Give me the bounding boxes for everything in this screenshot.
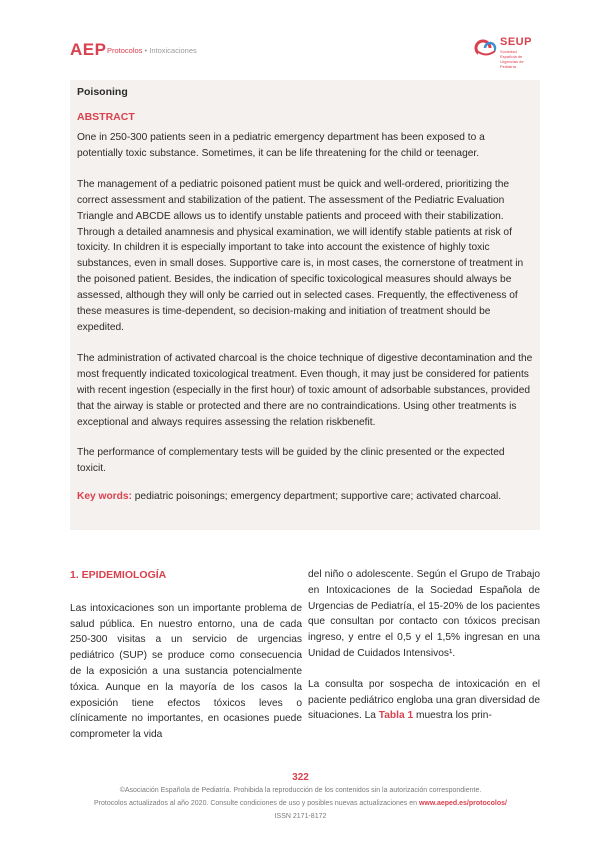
abstract-paragraph: The administration of activated charcoal is the choice technique of digestive decontamination and the most frequently indicated toxicological treatment. Even though, it may just be considered for patients with recent ingestion (especially in the first hour) of toxic amount of adsorbable substances, provided that the airway is stable or protected and there are no contraindications. Using other treatments is exceptional and always requires assessing the relation riskbenefit.	[77, 352, 533, 428]
aep-brand: AEP	[70, 40, 107, 59]
abstract-box	[70, 80, 540, 530]
abstract-title: Poisoning	[77, 86, 128, 98]
section-title-epidemiologia: 1. EPIDEMIOLOGÍA	[70, 569, 167, 581]
page-header	[70, 36, 540, 70]
issn: ISSN 2171-8172	[274, 813, 327, 820]
abstract-paragraph: The management of a pediatric poisoned patient must be quick and well-ordered, prioritizing the correct assessment and stabilization of the patient. The assessment of the Pediatric Evaluation Triangle and ABCDE allows us to identify unstable patients and proceed with their stabilization. Through a detailed anamnesis and physical examination, we will identify stable patients at risk of toxicity. In children it is especially important to take into account the existence of highly toxic substances, even in small doses. Supportive care is, in most cases, the cornerstone of treatment in the poisoned patient. Besides, the indication of specific toxicological measures should always be assessed, although they will only be carried out in selected cases. Frequently, the effectiveness of these measures is time-dependent, so decision-making and initiation of treatment should be expedited.	[77, 178, 524, 333]
copyright-line: ©Asociación Española de Pediatría. Prohibida la reproducción de los contenidos sin la autorización correspondiente.	[119, 787, 482, 794]
breadcrumb-section[interactable]: Protocolos	[107, 46, 143, 55]
seup-logo-text: SEUP	[500, 36, 532, 48]
body-paragraph: del niño o adolescente. Según el Grupo de Trabajo en Intoxicaciones de la Sociedad Española de Urgencias de Pediatría, el 15-20% de los pacientes que consultan por contacto con tóxicos precisan ingreso, y entre el 0,5 y el 1,5% ingresan en una Unidad de Cuidados Intensivos¹.	[308, 569, 540, 659]
abstract-paragraph: The performance of complementary tests will be guided by the clinic presented or the expected toxicit.	[77, 447, 505, 475]
right-column	[308, 567, 540, 724]
breadcrumb-topic[interactable]: Intoxicaciones	[149, 46, 197, 55]
seup-logo	[474, 36, 534, 69]
update-line	[0, 799, 601, 809]
keywords-label: Key words:	[77, 491, 132, 503]
seup-logo-icon	[474, 36, 498, 60]
body-text: La consulta por sospecha de intoxicación en el paciente pediátrico engloba una gran diversidad de situaciones. La	[308, 678, 540, 722]
keywords	[77, 489, 533, 504]
breadcrumb	[107, 46, 197, 55]
seup-logo-subtitle: Sociedad Española de Urgencias de Pediatría	[500, 49, 524, 69]
protocols-link[interactable]: www.aeped.es/protocolos/	[418, 800, 507, 807]
table-1-link[interactable]: Tabla 1	[378, 710, 414, 722]
body-text: muestra los prin-	[413, 710, 492, 722]
abstract-paragraph: One in 250-300 patients seen in a pediatric emergency department has been exposed to a potentially toxic substance. Sometimes, it can be life threatening for the child or teenager.	[77, 132, 485, 159]
keywords-text: pediatric poisonings; emergency department; supportive care; activated charcoal.	[131, 491, 502, 503]
left-column	[70, 568, 302, 743]
body-paragraph: Las intoxicaciones son un importante problema de salud pública. En nuestro entorno, una de cada 250-300 visitas a un servicio de urgencias pediátrico (SUP) se produce como consecuencia de la exposición a una sustancia potencialmente tóxica. Aunque en la mayoría de los casos la exposición tiene efectos tóxicos leves o clínicamente no importantes, en ocasiones puede comprometer la vida	[70, 602, 302, 741]
body-paragraph	[308, 677, 540, 724]
update-text: Protocolos actualizados al año 2020. Consulte condiciones de uso y posibles nuevas actualizaciones en	[94, 800, 419, 807]
abstract-heading: ABSTRACT	[77, 111, 135, 123]
page-number: 322	[292, 772, 309, 783]
breadcrumb-separator: •	[142, 46, 150, 55]
page-footer	[0, 772, 601, 822]
